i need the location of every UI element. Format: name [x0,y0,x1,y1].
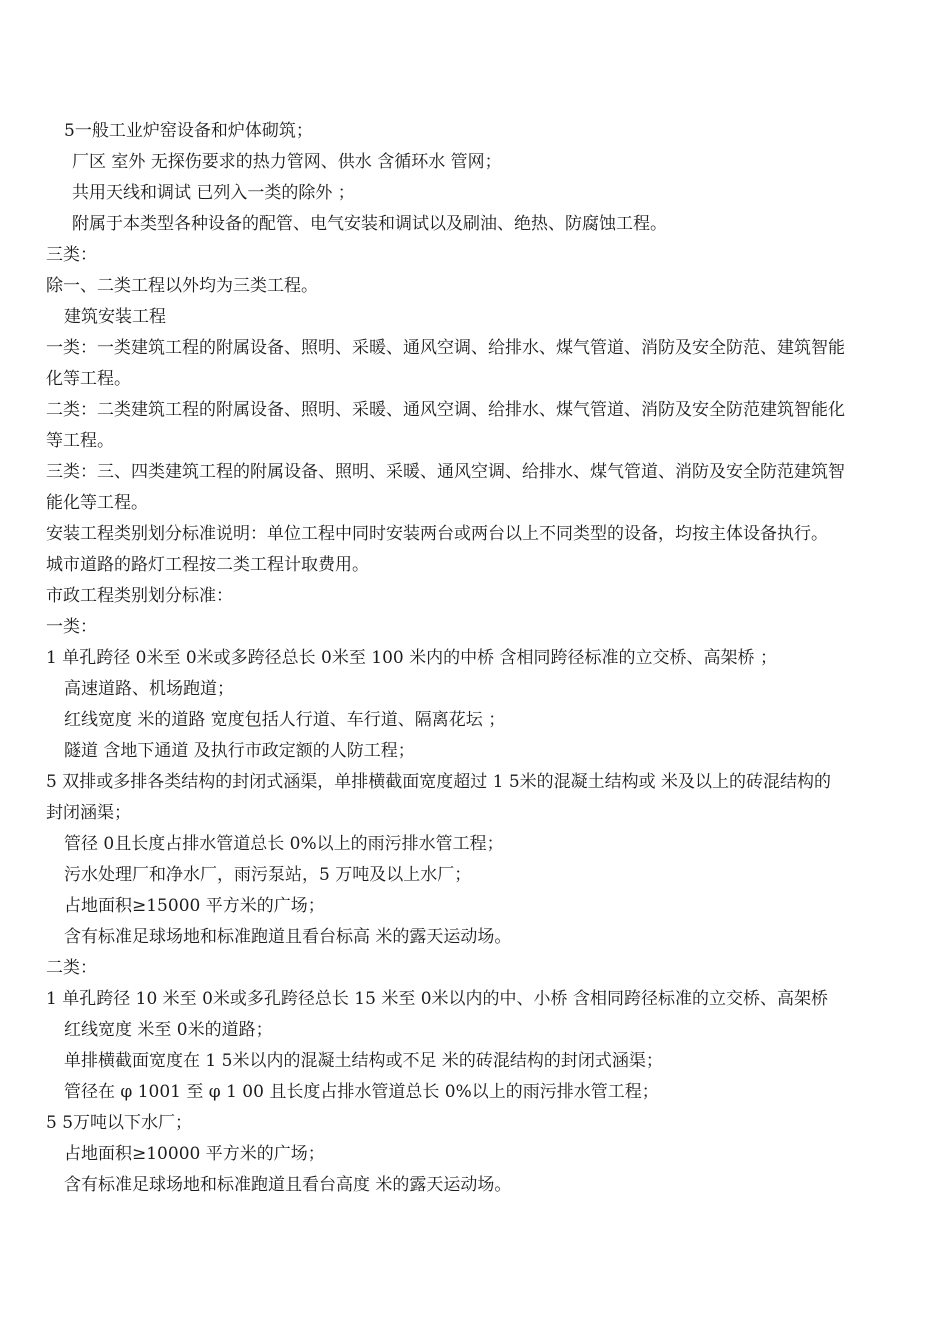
text-line: 等工程。 [46,431,114,451]
text-line: 一类：一类建筑工程的附属设备、照明、采暖、通风空调、给排水、煤气管道、消防及安全防范、建筑智能 [46,338,845,358]
text-line: 含有标准足球场地和标准跑道且看台标高 米的露天运动场。 [64,927,512,947]
text-line: 红线宽度 米至 0米的道路； [64,1020,273,1040]
text-line: 封闭涵渠； [46,803,131,823]
text-line: 化等工程。 [46,369,131,389]
text-line: 一类： [46,617,97,637]
text-line: 1 单孔跨径 10 米至 0米或多孔跨径总长 15 米至 0米以内的中、小桥 含相同跨径标准的立交桥、高架桥 [46,989,828,1009]
text-line: 高速道路、机场跑道； [64,679,234,699]
text-line: 厂区 室外 无探伤要求的热力管网、供水 含循环水 管网； [72,152,502,172]
text-line: 污水处理厂和净水厂，雨污泵站，5 万吨及以上水厂； [64,865,472,885]
text-line: 三类：三、四类建筑工程的附属设备、照明、采暖、通风空调、给排水、煤气管道、消防及安全防范建筑智 [46,462,845,482]
text-line: 1 单孔跨径 0米至 0米或多跨径总长 0米至 100 米内的中桥 含相同跨径标准的立交桥、高架桥 ； [46,648,777,668]
text-line: 城市道路的路灯工程按二类工程计取费用。 [46,555,369,575]
text-line: 安装工程类别划分标准说明：单位工程中同时安装两台或两台以上不同类型的设备，均按主体设备执行。 [46,524,828,544]
text-line: 附属于本类型各种设备的配管、电气安装和调试以及刷油、绝热、防腐蚀工程。 [72,214,667,234]
text-line: 5一般工业炉窑设备和炉体砌筑； [64,121,313,141]
text-line: 隧道 含地下通道 及执行市政定额的人防工程； [64,741,415,761]
text-line: 占地面积≥15000 平方米的广场； [64,896,325,916]
text-line: 市政工程类别划分标准： [46,586,233,606]
text-line: 5 双排或多排各类结构的封闭式涵渠，单排横截面宽度超过 1 5米的混凝土结构或 米及以上的砖混结构的 [46,772,832,792]
document-page [0,116,950,1201]
text-line: 5 5万吨以下水厂； [46,1113,193,1133]
text-line: 共用天线和调试 已列入一类的除外 ； [72,183,355,203]
text-line: 能化等工程。 [46,493,148,513]
text-line: 除一、二类工程以外均为三类工程。 [46,276,318,296]
text-line: 红线宽度 米的道路 宽度包括人行道、车行道、隔离花坛 ； [64,710,506,730]
text-line: 建筑安装工程 [64,307,166,327]
text-line: 二类： [46,958,97,978]
text-line: 管径 0且长度占排水管道总长 0%以上的雨污排水管工程； [64,834,504,854]
text-line: 管径在 φ 1001 至 φ 1 00 且长度占排水管道总长 0%以上的雨污排水管工程； [64,1082,659,1102]
text-line: 二类：二类建筑工程的附属设备、照明、采暖、通风空调、给排水、煤气管道、消防及安全防范建筑智能化 [46,400,845,420]
text-line: 含有标准足球场地和标准跑道且看台高度 米的露天运动场。 [64,1175,512,1195]
text-line: 单排横截面宽度在 1 5米以内的混凝土结构或不足 米的砖混结构的封闭式涵渠； [64,1051,663,1071]
text-line: 占地面积≥10000 平方米的广场； [64,1144,325,1164]
text-line: 三类： [46,245,97,265]
